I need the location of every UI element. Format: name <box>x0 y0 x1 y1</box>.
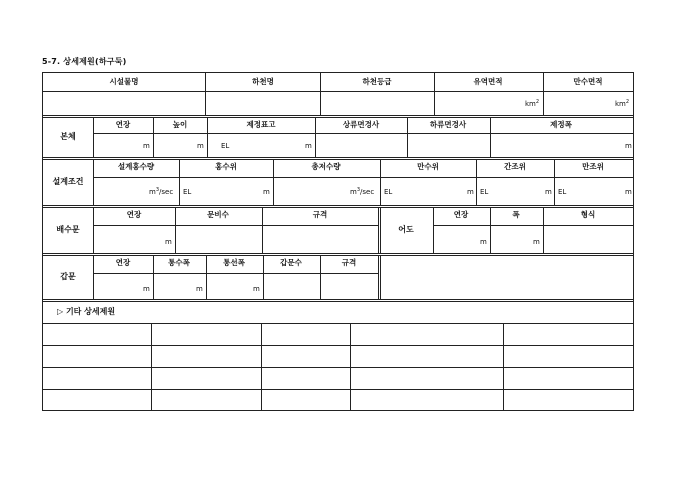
header-full-water-area: 만수면적 <box>573 77 603 86</box>
section-title-other-specs: ▷ 기타 상세제원 <box>57 307 116 316</box>
header-total-storage: 총저수량 <box>311 162 341 171</box>
unit-flow: $m^3/\sec$ <box>350 187 375 196</box>
unit-flow: $m^3/\sec$ <box>149 187 174 196</box>
header-low-tide-level: 간조위 <box>504 162 526 171</box>
rule <box>93 225 378 226</box>
el-prefix: EL <box>183 188 192 196</box>
rule <box>273 159 274 205</box>
unit-m: m <box>533 238 540 246</box>
rule <box>350 323 351 411</box>
rule <box>43 255 633 256</box>
rule <box>262 207 263 253</box>
unit-m: m <box>480 238 487 246</box>
header-ship-width: 통선폭 <box>223 258 245 267</box>
rule <box>43 367 633 368</box>
unit-m: m <box>625 142 632 150</box>
rule <box>433 207 434 253</box>
el-prefix: EL <box>480 188 489 196</box>
rule <box>434 73 435 115</box>
rule <box>378 207 379 253</box>
rule <box>43 345 633 346</box>
rule <box>205 73 206 115</box>
rule <box>153 255 154 299</box>
rule <box>378 255 379 299</box>
rule <box>43 159 633 160</box>
header-lock-count: 갑문수 <box>280 258 302 267</box>
rule <box>153 117 154 157</box>
header-length: 연장 <box>453 210 469 219</box>
rule <box>433 225 633 226</box>
header-spec: 규격 <box>312 210 328 219</box>
unit-m: m <box>196 285 203 293</box>
header-upstream-slope: 상류면경사 <box>342 120 380 129</box>
rule <box>43 207 633 208</box>
rule <box>93 133 633 134</box>
rule <box>490 117 491 157</box>
header-facility-name: 시설물명 <box>109 77 139 86</box>
rule <box>43 115 633 116</box>
header-flood-level: 홍수위 <box>215 162 237 171</box>
rule <box>315 117 316 157</box>
rule <box>380 207 381 253</box>
rule <box>43 389 633 390</box>
rule <box>93 273 378 274</box>
header-type: 형식 <box>580 210 596 219</box>
unit-m: m <box>143 285 150 293</box>
el-prefix: EL <box>384 188 393 196</box>
unit-m: m <box>263 188 270 196</box>
header-height: 높이 <box>172 120 188 129</box>
rule <box>207 117 208 157</box>
rule <box>151 323 152 411</box>
rule <box>43 253 633 254</box>
unit-m: m <box>143 142 150 150</box>
spec-form <box>42 72 634 411</box>
el-prefix: EL <box>221 142 230 150</box>
rule <box>93 117 94 157</box>
rule <box>476 159 477 205</box>
rule <box>543 207 544 253</box>
header-flow-width: 통수폭 <box>168 258 190 267</box>
rule <box>261 323 262 411</box>
page-title: 5-7. 상세제원(하구둑) <box>42 57 127 66</box>
header-length: 연장 <box>115 258 131 267</box>
rule <box>43 205 633 206</box>
rule <box>93 177 633 178</box>
rule <box>263 255 264 299</box>
rule <box>320 73 321 115</box>
header-high-tide-level: 만조위 <box>582 162 604 171</box>
rule <box>490 207 491 253</box>
rule <box>43 91 633 92</box>
rule <box>175 207 176 253</box>
unit-m: m <box>625 188 632 196</box>
rule <box>43 301 633 302</box>
rule <box>554 159 555 205</box>
rule <box>93 159 94 205</box>
rule <box>179 159 180 205</box>
unit-full-water-area: $km^2$ <box>615 99 630 108</box>
unit-m: m <box>197 142 204 150</box>
unit-m: m <box>467 188 474 196</box>
header-design-flood: 설계홍수량 <box>117 162 155 171</box>
rule <box>43 299 633 300</box>
rule <box>380 255 381 299</box>
header-crest-elevation: 제정표고 <box>246 120 276 129</box>
rule <box>43 157 633 158</box>
rule <box>503 323 504 411</box>
header-length: 연장 <box>115 120 131 129</box>
header-river-name: 하천명 <box>252 77 274 86</box>
rule <box>543 73 544 115</box>
header-length: 연장 <box>126 210 142 219</box>
header-gate-count: 문비수 <box>207 210 229 219</box>
section-label-fishway: 어도 <box>398 225 414 234</box>
unit-m: m <box>253 285 260 293</box>
rule <box>93 255 94 299</box>
rule <box>407 117 408 157</box>
section-label-design-conditions: 설계조건 <box>52 177 84 186</box>
header-width: 폭 <box>512 210 520 219</box>
rule <box>206 255 207 299</box>
section-label-lock-gate: 갑문 <box>60 272 76 281</box>
header-crest-width: 제정폭 <box>550 120 572 129</box>
unit-basin-area: $km^2$ <box>525 99 540 108</box>
el-prefix: EL <box>558 188 567 196</box>
unit-m: m <box>165 238 172 246</box>
rule <box>93 207 94 253</box>
rule <box>320 255 321 299</box>
header-downstream-slope: 하류면경사 <box>429 120 467 129</box>
rule <box>43 323 633 324</box>
unit-m: m <box>545 188 552 196</box>
header-spec: 규격 <box>341 258 357 267</box>
header-river-grade: 하천등급 <box>362 77 392 86</box>
header-basin-area: 유역면적 <box>473 77 503 86</box>
section-label-sluice-gate: 배수문 <box>56 225 80 234</box>
rule <box>43 117 633 118</box>
section-label-main-body: 본체 <box>60 132 76 141</box>
rule <box>380 159 381 205</box>
unit-m: m <box>305 142 312 150</box>
header-full-water-level: 만수위 <box>417 162 439 171</box>
